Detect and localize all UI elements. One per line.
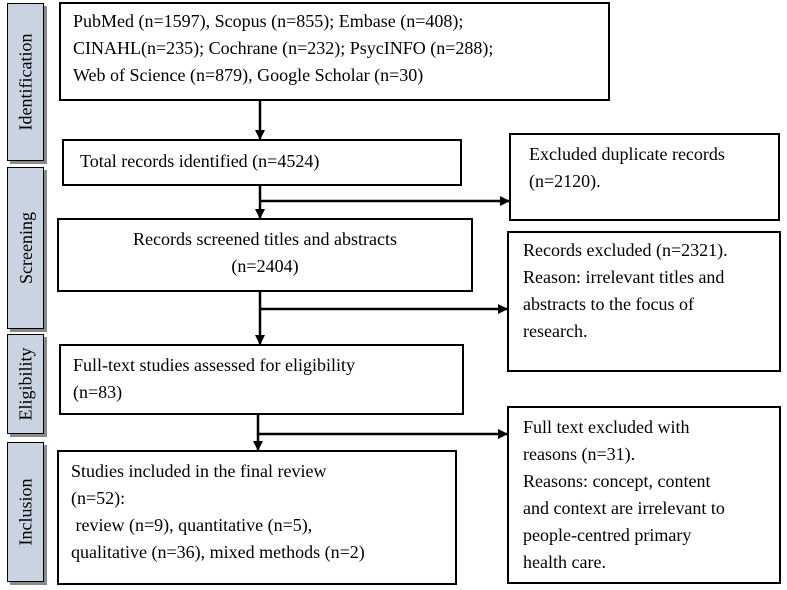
full-text-excluded-box <box>507 406 781 584</box>
databases-line: PubMed (n=1597), Scopus (n=855); Embase (n=408); <box>73 11 464 31</box>
screened-line: Records screened titles and abstracts <box>133 229 397 249</box>
excluded-duplicates-line: (n=2120). <box>529 171 601 191</box>
excluded-records-line: research. <box>523 321 588 341</box>
stage-screening-label: Screening <box>15 212 36 284</box>
included-line: Studies included in the final review <box>71 461 327 481</box>
full-text-assessed-line: (n=83) <box>73 382 123 402</box>
full-text-excluded-line: and context are irrelevant to <box>523 498 725 518</box>
stage-inclusion-label: Inclusion <box>15 478 36 546</box>
excluded-records-box <box>507 231 781 372</box>
total-identified-text: Total records identified (n=4524) <box>80 151 320 171</box>
total-identified-box <box>62 139 462 186</box>
full-text-excluded-line: people-centred primary <box>523 525 692 545</box>
excluded-duplicates-line: Excluded duplicate records <box>529 144 725 164</box>
full-text-excluded-line: Reasons: concept, content <box>523 471 711 491</box>
stage-identification-label: Identification <box>15 33 36 131</box>
included-line: review (n=9), quantitative (n=5), <box>71 515 313 535</box>
screened-line: (n=2404) <box>231 256 299 276</box>
full-text-excluded-line: health care. <box>523 552 606 572</box>
full-text-assessed-line: Full-text studies assessed for eligibility <box>73 355 355 375</box>
full-text-excluded-line: reasons (n=31). <box>523 444 636 464</box>
screened-box <box>57 218 473 292</box>
excluded-duplicates-box <box>509 133 780 221</box>
excluded-records-line: abstracts to the focus of <box>523 294 694 314</box>
full-text-assessed-box <box>59 344 464 415</box>
databases-box <box>59 2 610 101</box>
excluded-records-line: Records excluded (n=2321). <box>523 240 728 260</box>
databases-line: CINAHL(n=235); Cochrane (n=232); PsycINFO (n=288); <box>73 38 494 58</box>
excluded-records-line: Reason: irrelevant titles and <box>523 267 725 287</box>
full-text-excluded-line: Full text excluded with <box>523 417 690 437</box>
stage-eligibility-label: Eligibility <box>15 347 36 421</box>
included-line: qualitative (n=36), mixed methods (n=2) <box>71 542 365 562</box>
databases-line: Web of Science (n=879), Google Scholar (n=30) <box>73 65 424 85</box>
included-line: (n=52): <box>71 488 126 508</box>
included-box <box>57 450 457 585</box>
